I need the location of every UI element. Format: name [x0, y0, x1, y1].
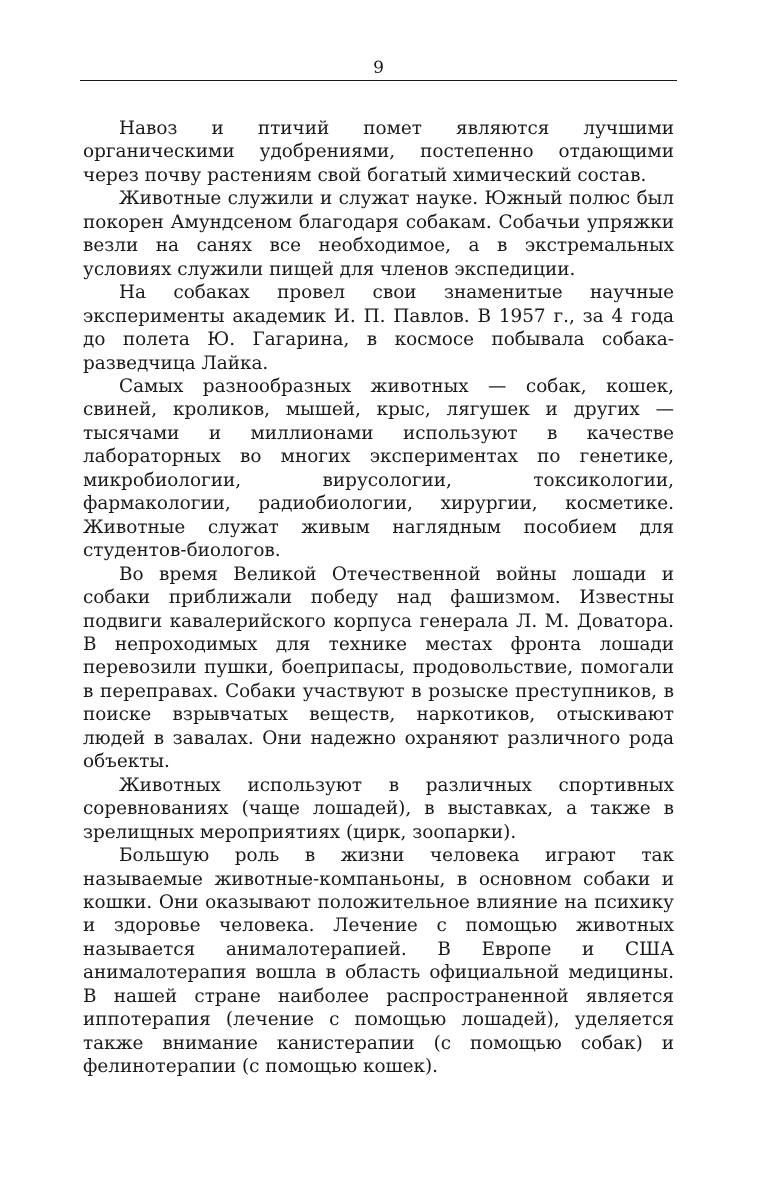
page-body	[83, 117, 674, 1079]
paragraph-science: Животные служили и служат науке. Южный полюс был покорен Амундсеном благодаря собакам. Собачьи упряжки везли на санях все необходимое, а в экстремальных условиях служили пищей для членов экспедиции.	[83, 188, 674, 280]
page-number: 9	[373, 58, 384, 78]
paragraph-sport: Животных используют в различных спортивных соревнованиях (чаще лошадей), в выставках, а также в зрелищных мероприятиях (цирк, зоопарки).	[83, 774, 674, 843]
paragraph-war: Во время Великой Отечественной войны лошади и собаки приближали победу над фашизмом. Известны подвиги кавалерийского корпуса генерала Л. М. Доватора. В непроходимых для технике местах фронта лошади перевозили пушки, боеприпасы, продовольствие, помогали в переправах. Собаки участвуют в розыске преступников, в поиске взрывчатых веществ, наркотиков, отыскивают людей в завалах. Они надежно охраняют различного рода объекты.	[83, 563, 674, 773]
paragraph-manure: Навоз и птичий помет являются лучшими органическими удобрениями, постепенно отдающими через почву растениям свой богатый химический состав.	[83, 118, 674, 186]
paragraph-laboratory: Самых разнообразных животных — собак, кошек, свиней, кроликов, мышей, крыс, лягушек и других — тысячами и миллионами используют в качестве лабораторных во многих экспериментах по генетике, микробиологии, вирусологии, токсикологии, фармакологии, радиобиологии, хирургии, косметике. Животные служат живым наглядным пособием для студентов-биологов.	[83, 375, 674, 562]
paragraph-companions: Большую роль в жизни человека играют так называемые животные-компаньоны, в основном собаки и кошки. Они оказывают положительное влияние на психику и здоровье человека. Лечение с помощью животных называется анималотерапией. В Европе и США анималотерапия вошла в область официальной медицины. В нашей стране наиболее распространенной является иппотерапия (лечение с помощью лошадей), уделяется также внимание канистерапии (с помощью собак) и фелинотерапии (с помощью кошек).	[83, 845, 674, 1078]
paragraph-pavlov-laika: На собаках провел свои знаменитые научные эксперименты академик И. П. Павлов. В 1957 г., за 4 года до полета Ю. Гагарина, в космосе побывала собака-разведчица Лайка.	[83, 282, 674, 374]
page-header	[80, 56, 677, 81]
